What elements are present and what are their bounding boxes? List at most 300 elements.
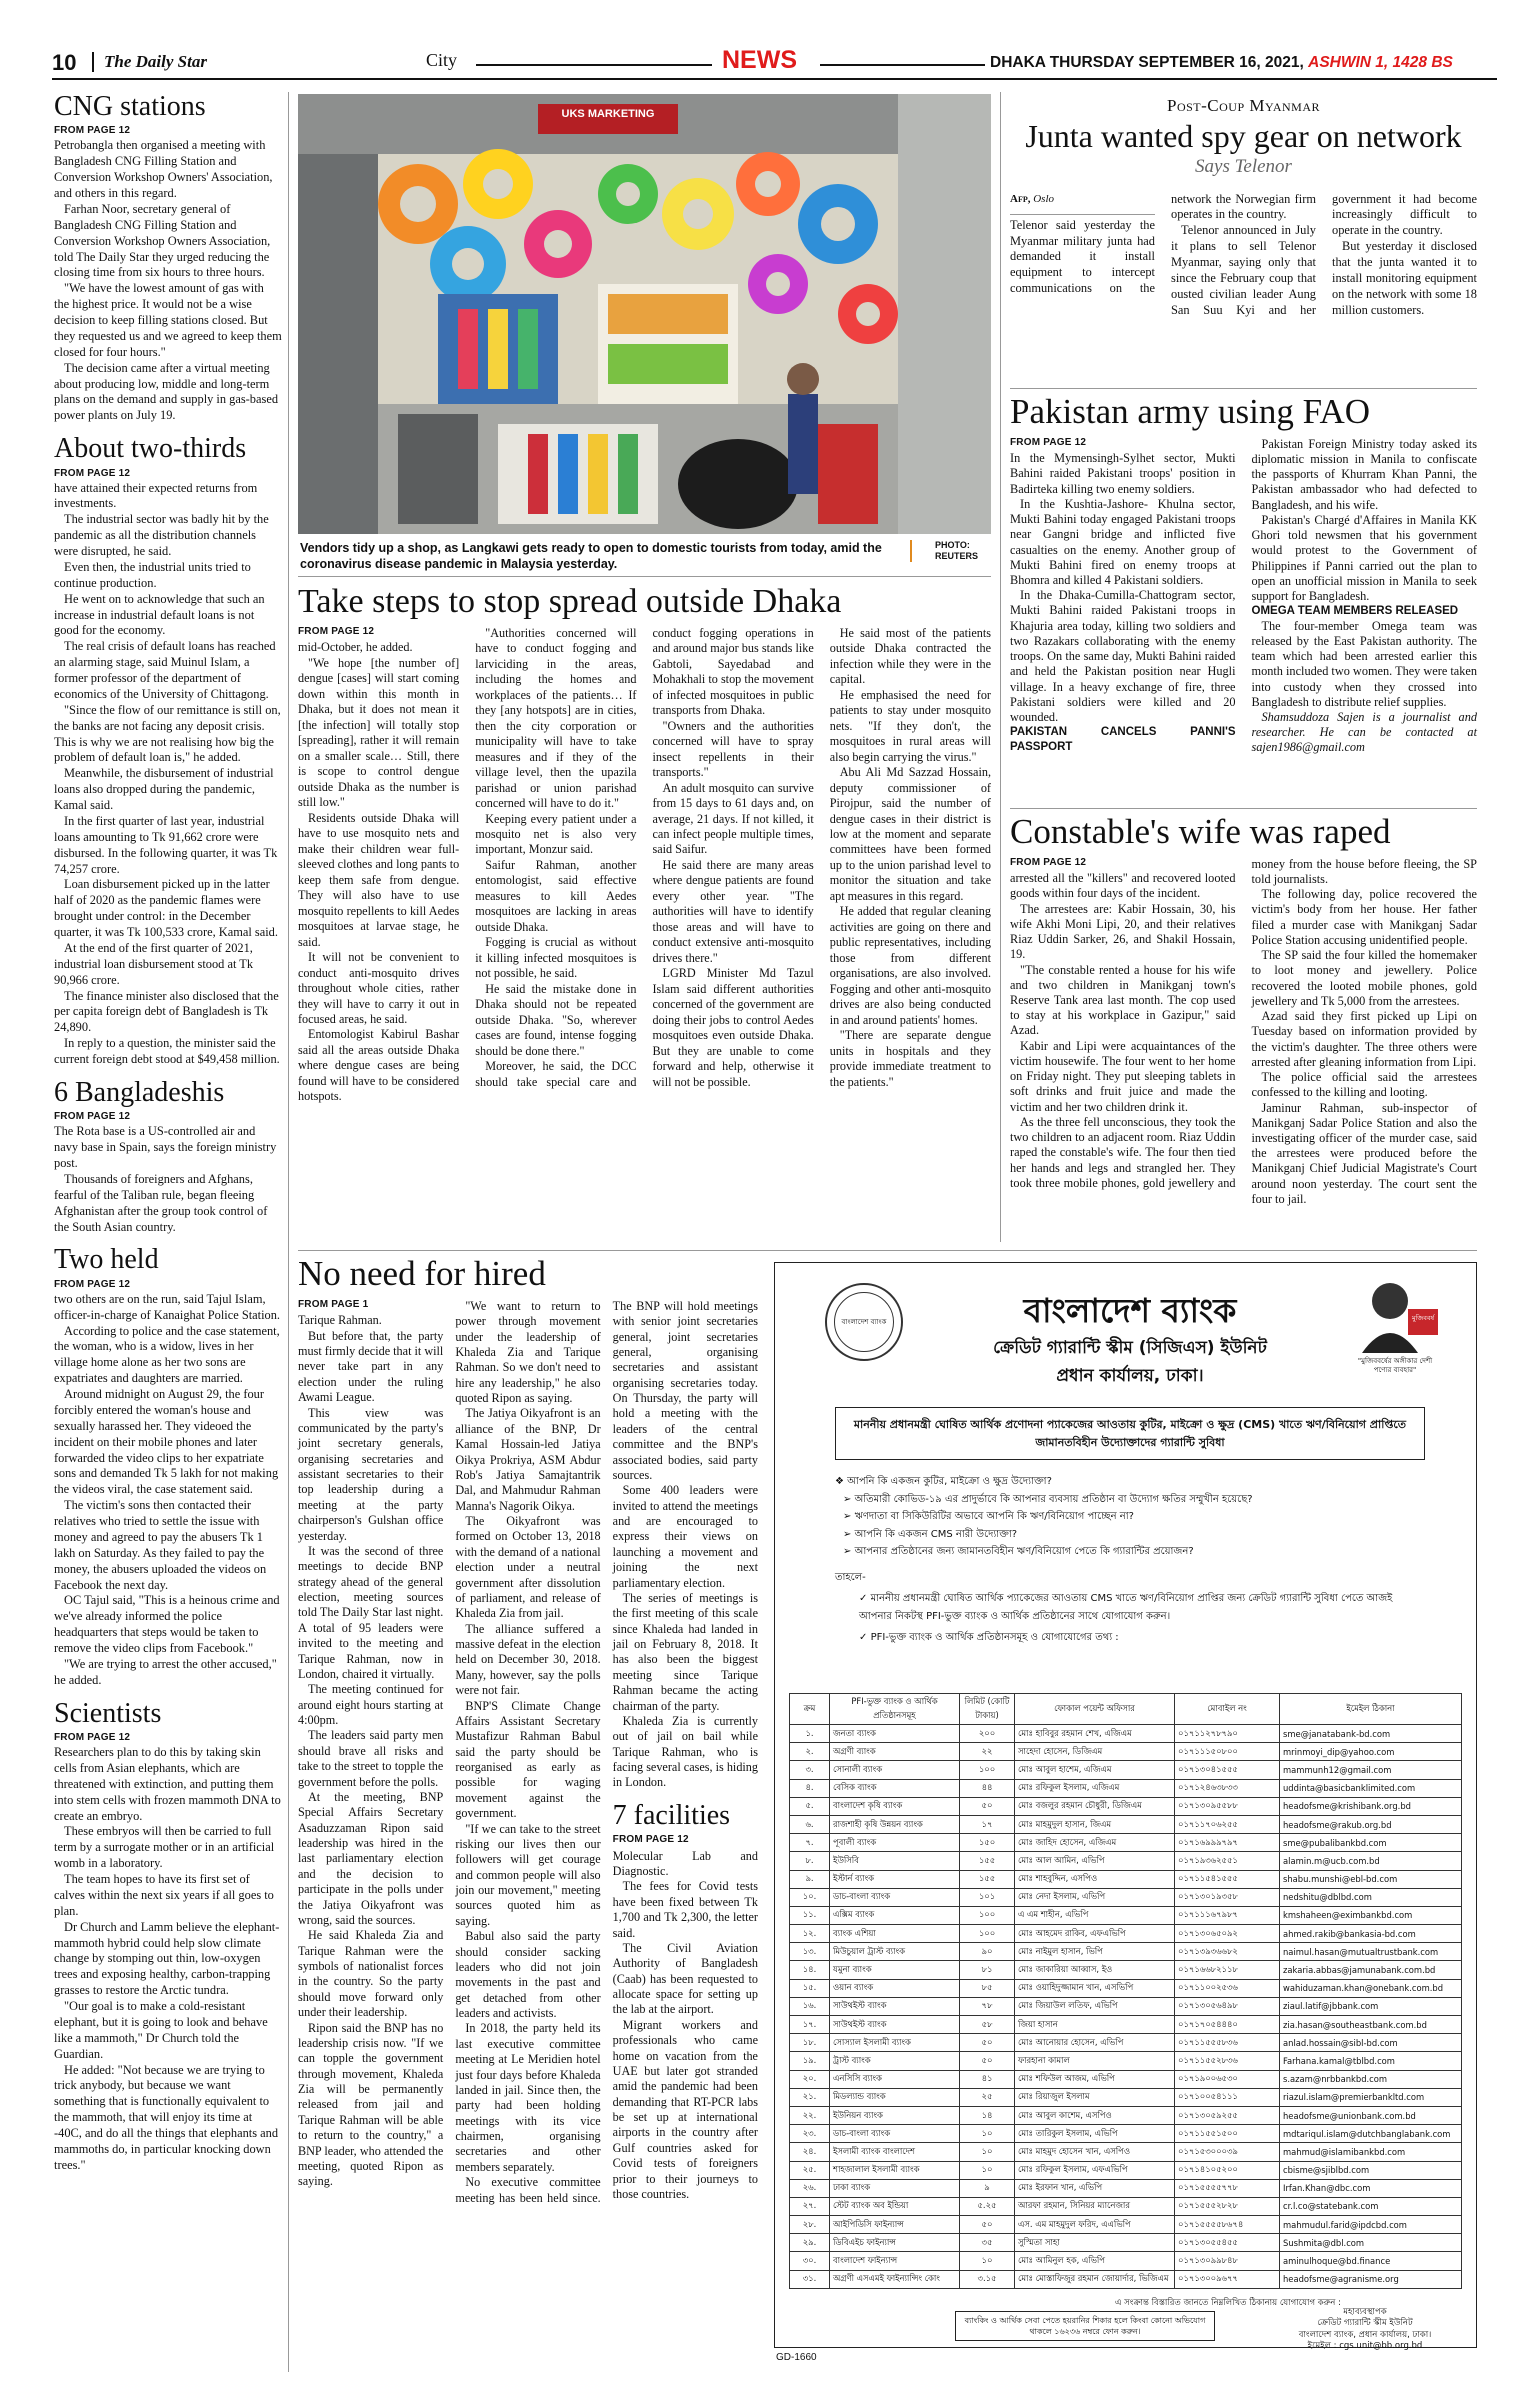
cng-paragraph: Farhan Noor, secretary general of Bangladesh CNG Filling Station and Conversion Workshop Owners Association, told The Daily Star they urged reducing the closing time from six hours to three hours. (54, 201, 271, 280)
pfi-cell-officer: মোঃ জাকারিয়া আব্বাস, ইও (1015, 1961, 1175, 1979)
ad-bank-name: বাংলাদেশ ব্যাংক (1023, 1291, 1237, 1330)
dhaka-paragraph: Entomologist Kabirul Bashar said all the areas outside Dhaka where dengue cases are being found will have to be considered hotspots. (298, 1027, 460, 1104)
left-column-rule (288, 92, 289, 2372)
two-held-paragraph: OC Tajul said, "This is a heinous crime and we've already informed the police headquarters that steps would be taken to remove the video clips from Facebook." (54, 1593, 280, 1656)
pfi-cell-serial: ৮. (790, 1852, 830, 1870)
dhaka-paragraph: Fogging is crucial as without it killing infected mosquitoes is not possible, he said. (475, 935, 637, 981)
pfi-table-row (790, 1997, 1462, 2015)
pfi-cell-email[interactable]: cr.l.co@statebank.com (1280, 2197, 1462, 2215)
pfi-cell-email[interactable]: alamin.m@ucb.com.bd (1280, 1852, 1462, 1870)
dateline: DHAKA THURSDAY SEPTEMBER 16, 2021, ASHWIN 1, 1428 BS (990, 54, 1453, 71)
dhaka-paragraph: He emphasised the need for patients to stay under mosquito nets. "If they don't, the mosquitoes in rural areas will also begin carrying the virus." (829, 687, 991, 764)
pfi-table-row (790, 2143, 1462, 2161)
pfi-cell-bank: বাংলাদেশ ফাইন্যান্স (830, 2252, 960, 2270)
pfi-cell-limit: ১০ (960, 2252, 1015, 2270)
pfi-cell-officer: মোঃ রফিকুল ইসলাম, এজিএম (1015, 1779, 1175, 1797)
pfi-table-row (790, 2161, 1462, 2179)
pfi-cell-officer: আরফা রহমান, সিনিয়র ম্যানেজার (1015, 2197, 1175, 2215)
pfi-cell-limit: ৫৮ (960, 2016, 1015, 2034)
ad-signatory-unit: ক্রেডিট গ্যারান্টি স্কীম ইউনিট (1317, 2318, 1413, 2329)
pakistan-from-page: FROM PAGE 12 (1010, 436, 1087, 448)
two-thirds-paragraph: The finance minister also disclosed that the per capita foreign debt of Bangladesh is Tk 24,890. (54, 988, 279, 1035)
pfi-cell-email[interactable]: wahiduzaman.khan@onebank.com.bd (1280, 1979, 1462, 1997)
pfi-cell-limit: ২২ (960, 1743, 1015, 1761)
pfi-cell-serial: ৬. (790, 1815, 830, 1833)
bangladeshis-paragraph: Thousands of foreigners and Afghans, fearful of the Taliban rule, began fleeing Afghanistan after the group took control of the South Asian country. (54, 1171, 268, 1234)
pfi-col-email: ইমেইল ঠিকানা (1280, 1694, 1462, 1725)
pfi-cell-mobile: ০১৭১৬৬৮২১১৮ (1175, 1961, 1280, 1979)
pfi-cell-limit: ১৭ (960, 1815, 1015, 1833)
pfi-table-row (790, 2270, 1462, 2288)
pfi-cell-mobile: ০১৭১৯০০৬৫৩০ (1175, 2070, 1280, 2088)
pfi-cell-limit: ৯০ (960, 1943, 1015, 1961)
pfi-cell-bank: ইস্টার্ন ব্যাংক (830, 1870, 960, 1888)
pfi-table-row (790, 1815, 1462, 1833)
pakistan-byline: Shamsuddoza Sajen is a journalist and researcher. He can be contacted at sajen1986@gmail.com (1251, 709, 1477, 755)
facilities-paragraph: Migrant workers and professionals who came home on vacation from the UAE but later got stranded amid the pandemic had been demanding that RT-PCR labs be set up at international airports in the country after Gulf countries asked for Covid tests of foreigners prior to their journeys to those countries. (612, 2017, 758, 2201)
pfi-cell-limit: ১০০ (960, 1761, 1015, 1779)
pfi-cell-email[interactable]: riazul.islam@premierbankltd.com (1280, 2088, 1462, 2106)
right-column-rule (1000, 92, 1001, 1242)
pfi-table-row (790, 1834, 1462, 1852)
hired-from-page: FROM PAGE 1 (298, 1298, 369, 1310)
two-held-from-page: FROM PAGE 12 (54, 1278, 131, 1290)
ad-office: প্রধান কার্যালয়, ঢাকা। (1056, 1366, 1204, 1386)
pakistan-paragraph: In the Mymensingh-Sylhet sector, Mukti Bahini raided Pakistani troops' position in Badirteka killing two enemy soldiers. (1010, 451, 1236, 496)
pfi-cell-bank: ডিবিএইচ ফাইন্যান্স (830, 2234, 960, 2252)
ad-questions (835, 1473, 1425, 1647)
pfi-cell-mobile: ০১৭১৫৫৫৫৭৭৮ (1175, 2179, 1280, 2197)
pfi-cell-mobile: ০১৭১১৭০৬২৫৫ (1175, 1815, 1280, 1833)
pfi-cell-bank: অগ্রণী ব্যাংক (830, 1743, 960, 1761)
pfi-cell-officer: মোঃ ওয়াহিদুজ্জামান খান, এসভিপি (1015, 1979, 1175, 1997)
ad-question: ❖ আপনি কি একজন কুটির, মাইক্রো ও ক্ষুদ্র উদ্যোক্তা? (835, 1476, 1052, 1487)
pfi-cell-officer: মোঃ জাহিদ হোসেন, এজিএম (1015, 1834, 1175, 1852)
page-number: 10 (52, 50, 77, 75)
pfi-table-row (790, 2070, 1462, 2088)
pfi-cell-email[interactable]: mrinmoyi_dip@yahoo.com (1280, 1743, 1462, 1761)
pfi-cell-bank: এনসিসি ব্যাংক (830, 2070, 960, 2088)
pfi-cell-email[interactable]: zia.hasan@southeastbank.com.bd (1280, 2016, 1462, 2034)
bank-seal-icon (825, 1283, 903, 1361)
pfi-cell-email[interactable]: Farhana.kamal@tblbd.com (1280, 2052, 1462, 2070)
pfi-cell-officer: মোঃ শাহবুদ্দিন, এসপিও (1015, 1870, 1175, 1888)
constable-headline: Constable's wife was raped (1010, 812, 1391, 851)
bangladeshis-body (54, 1124, 282, 1235)
pfi-cell-bank: রাজশাহী কৃষি উন্নয়ন ব্যাংক (830, 1815, 960, 1833)
pfi-cell-officer: মোঃ রফিকুল ইসলাম, এফএভিপি (1015, 2161, 1175, 2179)
pfi-cell-officer: মোঃ মোস্তাফিজুর রহমান জোয়ার্দার, ভিজিএম (1015, 2270, 1175, 2288)
constable-top-rule (1010, 808, 1477, 809)
pfi-cell-serial: ২৪. (790, 2143, 830, 2161)
pfi-cell-limit: ৩.১৫ (960, 2270, 1015, 2288)
ad-signatory (1265, 2307, 1465, 2353)
caption-accent (910, 540, 912, 562)
pfi-cell-email[interactable]: cbisme@sjiblbd.com (1280, 2161, 1462, 2179)
pfi-cell-officer: মোঃ মাহমুদুল হাসান, জিএম (1015, 1815, 1175, 1833)
ad-signatory-office: বাংলাদেশ ব্যাংক, প্রধান কার্যালয়, ঢাকা। (1298, 2329, 1432, 2340)
masthead-underline (52, 78, 1497, 80)
pfi-cell-officer: মোঃ তারিকুল ইসলাম, এভিপি (1015, 2125, 1175, 2143)
ad-bullet: ➢ অতিমারী কোভিড-১৯ এর প্রাদুর্ভাবে কি আপনার ব্যবসায় প্রতিষ্ঠান বা উদ্যোগ ক্ষতির সম্মুখীন হয়েছে? (843, 1493, 1253, 1505)
pakistan-top-rule (1010, 388, 1477, 389)
pfi-cell-limit: ৪৪ (960, 1779, 1015, 1797)
pfi-cell-mobile: ০১৭১৩০০৯৬৭৭ (1175, 2270, 1280, 2288)
pfi-cell-limit: ৫০ (960, 2216, 1015, 2234)
scientists-paragraph: "Our goal is to make a cold-resistant elephant, but it is going to look and behave like a mammoth," Dr Church told the Guardian. (54, 1999, 268, 2061)
left-column (54, 92, 282, 2174)
scientists-from-page: FROM PAGE 12 (54, 1732, 131, 1744)
constable-paragraph: The police official said the arrestees confessed to the killing and looting. (1251, 1070, 1477, 1100)
section-label: City (426, 50, 458, 70)
pfi-cell-email[interactable]: mahmud@islamibankbd.com (1280, 2143, 1462, 2161)
pfi-table-row (790, 2016, 1462, 2034)
pfi-cell-email[interactable]: headofsme@agranisme.org (1280, 2270, 1462, 2288)
constable-paragraph: Kabir and Lipi were acquaintances of the victim housewife. The four went to her home on Friday night. They put sleeping tablets in soft drinks and fruit juice and made the victim and her two children drink it. (1010, 1038, 1236, 1114)
pakistan-story (1010, 394, 1477, 799)
pfi-cell-officer: সাহেদা হোসেন, ডিজিএম (1015, 1743, 1175, 1761)
pfi-cell-email[interactable]: mammunh12@gmail.com (1280, 1761, 1462, 1779)
cng-paragraph: Petrobangla then organised a meeting with Bangladesh CNG Filling Station and Conversion Workshop Owners' Association, and others in this regard. (54, 138, 273, 201)
pfi-cell-bank: ওয়ান ব্যাংক (830, 1979, 960, 1997)
ad-slogan: "মুজিববর্ষের অঙ্গীকার দেশী পণ্যের ব্যবহার" (1357, 1357, 1433, 1375)
pfi-cell-limit: ২৫ (960, 2088, 1015, 2106)
pfi-cell-mobile: ০১৭১৩০৫৫৪৫৫ (1175, 2234, 1280, 2252)
cng-paragraph: "We have the lowest amount of gas with the highest price. It would not be a wise decision to keep filling stations closed. But they requested us and we agreed to keep them closed for four hours." (54, 281, 282, 359)
two-thirds-from-page: FROM PAGE 12 (54, 467, 131, 479)
pfi-table-header (790, 1694, 1462, 1725)
scientists-headline: Scientists (54, 1697, 162, 1729)
ad-banner: মাননীয় প্রধানমন্ত্রী ঘোষিত আর্থিক প্রণোদনা প্যাকেজের আওতায় কুটির, মাইক্রো ও ক্ষুদ্র (CMS) খাতে ঋণ/বিনিয়োগ প্রাপ্তিতে জামানতবিহীন উদ্যোক্তাদের গ্যারান্টি সুবিধা (835, 1407, 1425, 1460)
two-thirds-paragraph: Meanwhile, the disbursement of industrial loans also dropped during the pandemic, Kamal said. (54, 766, 274, 813)
scientists-paragraph: Dr Church and Lamm believe the elephant-mammoth hybrid could help slow climate change by stomping out thin, low-oxygen trees and exposing healthy, carbon-trapping grasses to restore the Arctic tundra. (54, 1919, 280, 1998)
pfi-cell-limit: ৫০ (960, 2052, 1015, 2070)
pfi-cell-bank: জনতা ব্যাংক (830, 1725, 960, 1743)
pfi-table-row (790, 1797, 1462, 1815)
pfi-table-row (790, 1979, 1462, 1997)
pfi-cell-email[interactable]: mdtariqul.islam@dutchbanglabank.com (1280, 2125, 1462, 2143)
pakistan-paragraph: In the Kushtia-Jashore- Khulna sector, Mukti Bahini today engaged Pakistani troops near Gangni bridge and inflicted five casualties on the enemy. Another group of Mukti Bahini fired on enemy troops at Bhomra and killed 4 Pakistani soldiers. (1010, 496, 1236, 588)
pfi-cell-limit: ৭৮ (960, 1997, 1015, 2015)
pfi-cell-bank: স্টেট ব্যাংক অব ইন্ডিয়া (830, 2197, 960, 2215)
pfi-cell-limit: ১০০ (960, 1906, 1015, 1924)
pfi-cell-mobile: ০১৭১৪১০৫২০০ (1175, 2161, 1280, 2179)
pfi-cell-bank: বাংলাদেশ কৃষি ব্যাংক (830, 1797, 960, 1815)
pfi-cell-email[interactable]: s.azam@nrbbankbd.com (1280, 2070, 1462, 2088)
pfi-cell-serial: ১২. (790, 1925, 830, 1943)
pfi-table-row (790, 2088, 1462, 2106)
pakistan-subhead-omega: OMEGA TEAM MEMBERS RELEASED (1251, 605, 1459, 618)
hired-paragraph: At the meeting, BNP Special Affairs Secretary Asaduzzaman Ripon said leadership was hired in the last parliamentary election and the decision to participate in the polls under the Jatiya Oikyafront was wrong, said the sources. (298, 1789, 444, 1927)
pfi-cell-serial: ১৬. (790, 1997, 830, 2015)
hired-paragraph: In 2018, the party held its last executive committee meeting at Le Meridien hotel just four days before Khaleda landed in jail. Since then, the party had been holding meetings with its vice chairmen, organising secretaries and other members separately. (455, 2021, 601, 2174)
pfi-cell-bank: সাউথইস্ট ব্যাংক (830, 2016, 960, 2034)
constable-from-page: FROM PAGE 12 (1010, 856, 1087, 868)
facilities-paragraph: The Civil Aviation Authority of Bangladesh (Caab) has been requested to allocate space for setting up the lab at the airport. (612, 1940, 758, 2017)
scientists-paragraph: These embryos will then be carried to full term by a surrogate mother or in an artificial womb in a laboratory. (54, 1824, 275, 1871)
pfi-cell-serial: ১৪. (790, 1961, 830, 1979)
hired-paragraph: The series of meetings is the first meeting of this scale since Khaleda had landed in jail on February 8, 2018. It has also been the biggest meeting since Tarique Rahman became the acting chairman of the party. (612, 1590, 758, 1713)
pfi-cell-email[interactable]: mahmudul.farid@ipdcbd.com (1280, 2216, 1462, 2234)
constable-paragraph: As the three fell unconscious, they took the two children to an adjacent room. Riaz Uddin raped the constable's wife. The four then tied her hands and legs and strangled her. They took three mobile phones, gold jewellery and money from the house before fleeing, the SP told journalists. (1010, 856, 1477, 1190)
pfi-cell-email[interactable]: kmshaheen@eximbankbd.com (1280, 1906, 1462, 1924)
folio-divider (92, 52, 94, 72)
two-thirds-paragraph: "Since the flow of our remittance is still on, the banks are not facing any deposit crisis. This is why we are not realising how big the problem of default loan is," he added. (54, 702, 281, 765)
pfi-cell-officer: মোঃ ইরফান খান, এভিপি (1015, 2179, 1175, 2197)
pfi-cell-mobile: ০১৭১৩০১৯৩৫৮ (1175, 1888, 1280, 1906)
pfi-cell-officer: সুস্মিতা সাহা (1015, 2234, 1175, 2252)
dhaka-paragraph: mid-October, he added. (298, 640, 413, 655)
constable-paragraph: Azad said they first picked up Lipi on Tuesday based on information provided by the victim's daughter. The three others were arrested after gleaning information from Lipi. (1251, 1009, 1477, 1069)
pfi-table-row (790, 1906, 1462, 1924)
myanmar-paragraph: But yesterday it disclosed that the junta wanted it to install monitoring equipment on the network with some 18 million customers. (1332, 239, 1477, 317)
cng-paragraph: The decision came after a virtual meeting about producing low, middle and long-term plans on the demand and supply in gas-based power plants on July 19. (54, 360, 279, 423)
pfi-cell-officer: ফারহানা কামাল (1015, 2052, 1175, 2070)
scientists-paragraph: The team hopes to have its first set of calves within the next six years if all goes to plan. (54, 1872, 274, 1918)
pfi-cell-bank: ডাচ-বাংলা ব্যাংক (830, 2125, 960, 2143)
pfi-cell-officer: মোঃ আহমেদ রাকিব, এফএভিপি (1015, 1925, 1175, 1943)
pfi-cell-serial: ১৩. (790, 1943, 830, 1961)
bangladeshis-headline: 6 Bangladeshis (54, 1076, 225, 1108)
pakistan-body (1010, 437, 1477, 799)
dhaka-headline: Take steps to stop spread outside Dhaka (298, 583, 842, 620)
pfi-cell-mobile: ০১৭১৩০৫৬৪৯৮ (1175, 1997, 1280, 2015)
hired-paragraph: "If we can take to the street risking our lives then our followers will get courage and common people will also join our movement," meeting sources quoted him as saying. (455, 1821, 601, 1928)
dhaka-paragraph: It will not be convenient to conduct anti-mosquito drives throughout whole cities, rather they will have to carry it out in focused areas, he said. (298, 950, 460, 1026)
pfi-table (789, 1693, 1462, 2289)
two-thirds-paragraph: The real crisis of default loans has reached an alarming stage, said Muinul Islam, a former professor of the department of economics of the University of Chittagong. (54, 639, 276, 701)
pfi-cell-mobile: ০১৭১১৫৫৫৮৩৬ (1175, 2034, 1280, 2052)
pfi-cell-serial: ১৭. (790, 2016, 830, 2034)
pfi-col-limit: লিমিট (কোটি টাকায়) (960, 1694, 1015, 1725)
pfi-cell-email[interactable]: headofsme@krishibank.org.bd (1280, 1797, 1462, 1815)
pfi-cell-mobile: ০১৭১১৫৪১৫৫৫ (1175, 1870, 1280, 1888)
lower-section-rule (298, 1250, 1477, 1251)
pfi-cell-serial: ৩১. (790, 2270, 830, 2288)
pfi-cell-serial: ২৬. (790, 2179, 830, 2197)
pfi-cell-mobile: ০১৭১৬৯৯৯৭৯৭ (1175, 1834, 1280, 1852)
cng-headline: CNG stations (54, 91, 206, 122)
hired-paragraph: Ripon said the BNP has no leadership crisis now. "If we can topple the government through movement, Khaleda Zia will be permanently released from jail and Tarique Rahman will be able to return to the country," a BNP leader, who attended the meeting, quoted Ripon as saying. (298, 2020, 444, 2189)
pfi-table-row (790, 2197, 1462, 2215)
pfi-cell-mobile: ০১৭১১৫৫২৮৩৬ (1175, 2052, 1280, 2070)
hired-paragraph: BNP'S Climate Change Affairs Assistant Secretary Mustafizur Rahman Babul said the party should be reorganised as early as possible for waging movement against the government. (455, 1698, 601, 1821)
hired-paragraph: The leaders said party men should brave all risks and take to the street to topple the government before the polls. (298, 1728, 444, 1789)
bangladeshis-paragraph: The Rota base is a US-controlled air and navy base in Spain, says the foreign ministry post. (54, 1124, 277, 1171)
shop-sign: UKS MARKETING (561, 108, 655, 120)
pfi-col-serial: ক্রম (790, 1694, 830, 1725)
dhaka-paragraph: "We hope [the number of] dengue [cases] will start coming down within this month in Dhaka, but it does not mean it [the infection] will totally stop [spreading], rather it will remain on a smaller scale… Still, there is scope to control dengue outside Dhaka as the number is still low." (298, 655, 460, 810)
two-thirds-paragraph: have attained their expected returns from investments. (54, 480, 258, 511)
pfi-cell-bank: ব্যাংক এশিয়া (830, 1925, 960, 1943)
pfi-cell-email[interactable]: naimul.hasan@mutualtrustbank.com (1280, 1943, 1462, 1961)
two-held-body (54, 1292, 282, 1689)
pfi-table-row (790, 2052, 1462, 2070)
hired-paragraph: The Oikyafront was formed on October 13, 2018 with the demand of a national election under a neutral government after dissolution of parliament, and release of Khaleda Zia from jail. (455, 1514, 601, 1621)
pfi-cell-limit: ৮৫ (960, 1979, 1015, 1997)
hired-paragraph: He said Khaleda Zia and Tarique Rahman were the symbols of nationalist forces in the country. So the party should move forward only under their leadership. (298, 1928, 444, 2020)
pfi-cell-officer: মোঃ মাহমুদ হোসেন খান, এসপিও (1015, 2143, 1175, 2161)
pfi-cell-serial: ৯. (790, 1870, 830, 1888)
pakistan-paragraph: Pakistan's Chargé d'Affaires in Manila KK Ghori told newsmen that his government would protest to the Government of Philippines if Panni carried out the plan to open an unofficial mission in Manila to seek support for Bangladesh. (1251, 512, 1477, 604)
pfi-cell-limit: ১০১ (960, 1888, 1015, 1906)
two-thirds-paragraph: He went on to acknowledge that such an increase in industrial default loans is not good for the economy. (54, 591, 265, 638)
pfi-cell-limit: ১০ (960, 2161, 1015, 2179)
ad-bullet: ➢ ঋণদাতা বা সিকিউরিটির অভাবে আপনি কি ঋণ/বিনিয়োগ পাচ্ছেন না? (843, 1511, 1134, 1522)
pfi-cell-limit: ৫০ (960, 1797, 1015, 1815)
dhaka-top-rule (298, 576, 991, 577)
pfi-cell-email[interactable]: shabu.munshi@ebl-bd.com (1280, 1870, 1462, 1888)
pfi-cell-officer: মোঃ আমিনুল হক, এভিপি (1015, 2252, 1175, 2270)
pfi-cell-serial: ২২. (790, 2106, 830, 2124)
constable-paragraph: The following day, police recovered the victim's body from her house. Her father filed a murder case with Manikganj Sadar Police Station accusing unidentified people. (1251, 887, 1477, 947)
pfi-table-row (790, 2106, 1462, 2124)
pfi-cell-email[interactable]: aminulhoque@bd.finance (1280, 2252, 1462, 2270)
dhaka-from-page: FROM PAGE 12 (298, 625, 375, 637)
dhaka-paragraph: LGRD Minister Md Tazul Islam said different authorities concerned of the government are doing their jobs to control Aedes mosquitoes even outside Dhaka. But they are unable to come forward and help, otherwise it will not be possible. (652, 966, 814, 1089)
two-thirds-paragraph: In reply to a question, the minister said the current foreign debt stood at $49,458 million. (54, 1036, 280, 1067)
pfi-cell-bank: অগ্রণী এসএমই ফাইন্যান্সিং কোং (830, 2270, 960, 2288)
scientists-paragraph: Researchers plan to do this by taking skin cells from Asian elephants, which are threatened with extinction, and putting them into stem cells with frozen mammoth DNA to create an embryo. (54, 1745, 281, 1823)
paper-name: The Daily Star (104, 52, 207, 71)
cng-body (54, 138, 282, 424)
bangladesh-bank-ad (774, 1262, 1477, 2352)
pfi-table-row (790, 2216, 1462, 2234)
pfi-cell-mobile: ০১৭১৩৯৩৬৬৮২ (1175, 1943, 1280, 1961)
pfi-cell-bank: সোস্যাল ইসলামী ব্যাংক (830, 2034, 960, 2052)
pfi-cell-email[interactable]: uddinta@basicbanklimited.com (1280, 1779, 1462, 1797)
pfi-cell-mobile: ০১৭১১১৫০৮০০ (1175, 1743, 1280, 1761)
scientists-body (54, 1745, 282, 2174)
two-thirds-body (54, 481, 282, 1068)
pfi-cell-serial: ২. (790, 1743, 830, 1761)
hired-body (298, 1299, 758, 2359)
myanmar-body (1010, 192, 1477, 352)
pfi-col-officer: ফোকাল পয়েন্ট অফিসার (1015, 1694, 1175, 1725)
pfi-cell-mobile: ০১৭১৩০৬৫০৯২ (1175, 1925, 1280, 1943)
myanmar-kicker: Post-Coup Myanmar (1166, 96, 1320, 115)
pfi-col-bank: PFI-ভুক্ত ব্যাংক ও আর্থিক প্রতিষ্ঠানসমূহ (830, 1694, 960, 1725)
pfi-cell-bank: মিউচুয়াল ট্রাস্ট ব্যাংক (830, 1943, 960, 1961)
constable-paragraph: Jaminur Rahman, sub-inspector of Manikganj Sadar Police Station and also the investigating officer of the murder case, said the arrestees were produced before the Manikganj Chief Judicial Magistrate's Court around noon yesterday. The court sent the four to jail. (1251, 1100, 1477, 1206)
pfi-cell-officer: মোঃ নেদা ইসলাম, এভিপি (1015, 1888, 1175, 1906)
pfi-cell-mobile: ০১৭১৯৩৬২৫৫১ (1175, 1852, 1280, 1870)
pfi-cell-serial: ২৫. (790, 2161, 830, 2179)
pfi-cell-serial: ৩. (790, 1761, 830, 1779)
constable-paragraph: The arrestees are: Kabir Hossain, 30, his wife Akhi Moni Lipi, 20, and their relatives Riaz Uddin Sarker, 26, and Shakil Hossain, 19. (1010, 901, 1236, 962)
pfi-cell-mobile: ০১৭১৫৫৫২৮২৮ (1175, 2197, 1280, 2215)
pfi-table-row (790, 1870, 1462, 1888)
pfi-cell-officer: মোঃ আবুল হাশেম, এজিএম (1015, 1761, 1175, 1779)
pfi-cell-serial: ১১. (790, 1906, 830, 1924)
pfi-cell-bank: যমুনা ব্যাংক (830, 1961, 960, 1979)
pfi-cell-email[interactable]: Sushmita@dbl.com (1280, 2234, 1462, 2252)
pakistan-paragraph: Pakistan Foreign Ministry today asked its diplomatic mission in Manila to confiscate the passports of Khurram Khan Panni, the Pakistan ambassador who had defected to Bangladesh, and his wife. (1251, 436, 1477, 512)
pfi-cell-serial: ৫. (790, 1797, 830, 1815)
two-thirds-paragraph: The industrial sector was badly hit by the pandemic as all the distribution channels were disrupted, he said. (54, 512, 269, 559)
pfi-cell-email[interactable]: ahmed.rakib@bankasia-bd.com (1280, 1925, 1462, 1943)
pfi-cell-serial: ১০. (790, 1888, 830, 1906)
dhaka-paragraph: Residents outside Dhaka will have to use mosquito nets and make their children wear full-sleeved clothes and long pants to keep them safe from dengue. They will also have to use mosquito repellents to kill Aedes mosquitoes at larvae stage, he said. (298, 810, 460, 949)
dhaka-story (298, 584, 991, 1186)
pfi-cell-bank: বেসিক ব্যাংক (830, 1779, 960, 1797)
masthead-rule-left (476, 64, 712, 66)
news-photo (298, 94, 991, 534)
pfi-table-row (790, 1961, 1462, 1979)
pfi-table-row (790, 2179, 1462, 2197)
pfi-cell-serial: ১৯. (790, 2052, 830, 2070)
pfi-cell-serial: ২৭. (790, 2197, 830, 2215)
pfi-table-row (790, 1925, 1462, 1943)
pfi-cell-email[interactable]: sme@janatabank-bd.com (1280, 1725, 1462, 1743)
pfi-table-row (790, 1761, 1462, 1779)
pfi-cell-email[interactable]: zakaria.abbas@jamunabank.com.bd (1280, 1961, 1462, 1979)
pfi-table-body (790, 1725, 1462, 2289)
two-thirds-paragraph: Loan disbursement picked up in the latter half of 2020 as the pandemic flames were brought under control: in the December quarter, it was Tk 100,533 crore, Kamal said. (54, 877, 278, 940)
pfi-cell-limit: ৯ (960, 2179, 1015, 2197)
pfi-cell-mobile: ০১৭১৫৫৫৫৮৬৭৪ (1175, 2216, 1280, 2234)
ad-bullet: ➢ আপনার প্রতিষ্ঠানের জন্য জামানতবিহীন ঋণ/বিনিয়োগ পেতে কি গ্যারান্টির প্রয়োজন? (843, 1546, 1194, 1557)
ad-signatory-email[interactable]: ইমেইল : cgs.unit@bb.org.bd (1307, 2341, 1423, 2352)
ad-bullet: ➢ আপনি কি একজন CMS নারী উদ্যোক্তা? (843, 1528, 1018, 1540)
myanmar-paragraph: Telenor announced in July it plans to sell Telenor Myanmar, saying only that since the February coup that ousted civilian leader Aung San Suu Kyi and her government it had become increasingly difficult to operate in the country. (1171, 191, 1477, 317)
pfi-cell-serial: ১৫. (790, 1979, 830, 1997)
pfi-cell-bank: ঢাকা ব্যাংক (830, 2179, 960, 2197)
two-held-paragraph: The victim's sons then contacted their relatives who tried to settle the issue with money and agreed to pay the abusers Tk 1 lakh on Saturday. As they failed to pay the money, the abusers uploaded the videos on Facebook the next day. (54, 1498, 267, 1592)
hired-paragraph: The meeting continued for around eight hours starting at 4:00pm. (298, 1682, 444, 1728)
ad-unit: ক্রেডিট গ্যারান্টি স্কীম (সিজিএস) ইউনিট (993, 1338, 1267, 1358)
pfi-cell-officer: এস. এম মাহমুদুল ফরিদ, এএভিপি (1015, 2216, 1175, 2234)
pfi-cell-mobile: ০১৭১২৪৬৩৮৩৩ (1175, 1779, 1280, 1797)
pfi-cell-email[interactable]: Irfan.Khan@dbc.com (1280, 2179, 1462, 2197)
hired-paragraph: Some 400 leaders were invited to attend the meetings and are encouraged to express their views on launching a movement and joining the next parliamentary election. (612, 1483, 758, 1590)
pfi-cell-officer: মোঃ বজলুর রহমান চৌধুরী, ডিজিএম (1015, 1797, 1175, 1815)
hired-paragraph: No executive committee meeting has been held since. The BNP will hold meetings with senior joint secretaries general, joint secretaries general, organising secretaries and assistant organising secretaries today. On Thursday, the party will hold a meeting with the leaders of the central committee and the BNP's associated bodies, said party sources. (455, 1298, 758, 2205)
pfi-cell-email[interactable]: nedshitu@dblbd.com (1280, 1888, 1462, 1906)
hired-paragraph: The Jatiya Oikyafront is an alliance of the BNP, Dr Kamal Hossain-led Jatiya Oikya Prokriya, ASM Abdur Rob's Jatiya Samajtantrik Dal, and Mahmudur Rahman Manna's Nagorik Oikya. (455, 1406, 601, 1513)
constable-body (1010, 857, 1477, 1227)
pfi-cell-bank: এক্সিম ব্যাংক (830, 1906, 960, 1924)
dhaka-paragraph: "Authorities concerned will have to conduct fogging and larviciding in the areas, including the homes and workplaces of the patients… If they [any hotspots] are in cities, then the city corporation or municipality will have to take measures and if they of the village level, then the upazila parishad or union parishad concerned will have to do it." (475, 625, 637, 811)
myanmar-headline: Junta wanted spy gear on network (1025, 118, 1462, 154)
pfi-cell-email[interactable]: ziaul.latif@jbbank.com (1280, 1997, 1462, 2015)
pakistan-headline: Pakistan army using FAO (1010, 392, 1371, 431)
hired-story (298, 1256, 758, 2359)
pfi-cell-officer: মোঃ নাইমুল হাসান, ভিপি (1015, 1943, 1175, 1961)
pfi-cell-email[interactable]: headofsme@rakub.org.bd (1280, 1815, 1462, 1833)
pfi-cell-serial: ১৮. (790, 2034, 830, 2052)
pfi-cell-bank: ডাচ-বাংলা ব্যাংক (830, 1888, 960, 1906)
myanmar-story (1010, 96, 1477, 352)
pfi-table-wrapper (789, 1693, 1462, 2289)
pfi-table-row (790, 1888, 1462, 1906)
pfi-cell-officer: জিয়া হাসান (1015, 2016, 1175, 2034)
pfi-cell-officer: মোঃ আনোয়ার হোসেন, এভিপি (1015, 2034, 1175, 2052)
section-tag: NEWS (722, 46, 797, 74)
pfi-cell-email[interactable]: anlad.hossain@sibl-bd.com (1280, 2034, 1462, 2052)
pfi-cell-mobile: ০১৭১৭০৫৪৪৪০ (1175, 2016, 1280, 2034)
ad-check: ✓ মাননীয় প্রধানমন্ত্রী ঘোষিত আর্থিক প্যাকেজের আওতায় CMS খাতে ঋণ/বিনিয়োগ প্রাপ্তির জন্য ক্রেডিট গ্যারান্টি সুবিধা পেতে আজই আপনার নিকটস্থ PFI-ভুক্ত ব্যাংক ও আর্থিক প্রতিষ্ঠানের সাথে যোগাযোগ করুন। (859, 1593, 1393, 1622)
dhaka-paragraph: He said most of the patients outside Dhaka contracted the infection while they were in the capital. (829, 625, 991, 687)
pfi-cell-serial: ২৯. (790, 2234, 830, 2252)
pfi-cell-bank: সাউথইস্ট ব্যাংক (830, 1997, 960, 2015)
pfi-cell-email[interactable]: headofsme@unionbank.com.bd (1280, 2106, 1462, 2124)
bangladeshis-from-page: FROM PAGE 12 (54, 1111, 131, 1123)
hired-paragraph: Tarique Rahman. (298, 1313, 382, 1328)
pfi-cell-email[interactable]: sme@pubalibankbd.com (1280, 1834, 1462, 1852)
pfi-cell-mobile: ০১৭১০০৫৪১১১ (1175, 2088, 1280, 2106)
ad-then-label: তাহলে- (835, 1571, 866, 1583)
